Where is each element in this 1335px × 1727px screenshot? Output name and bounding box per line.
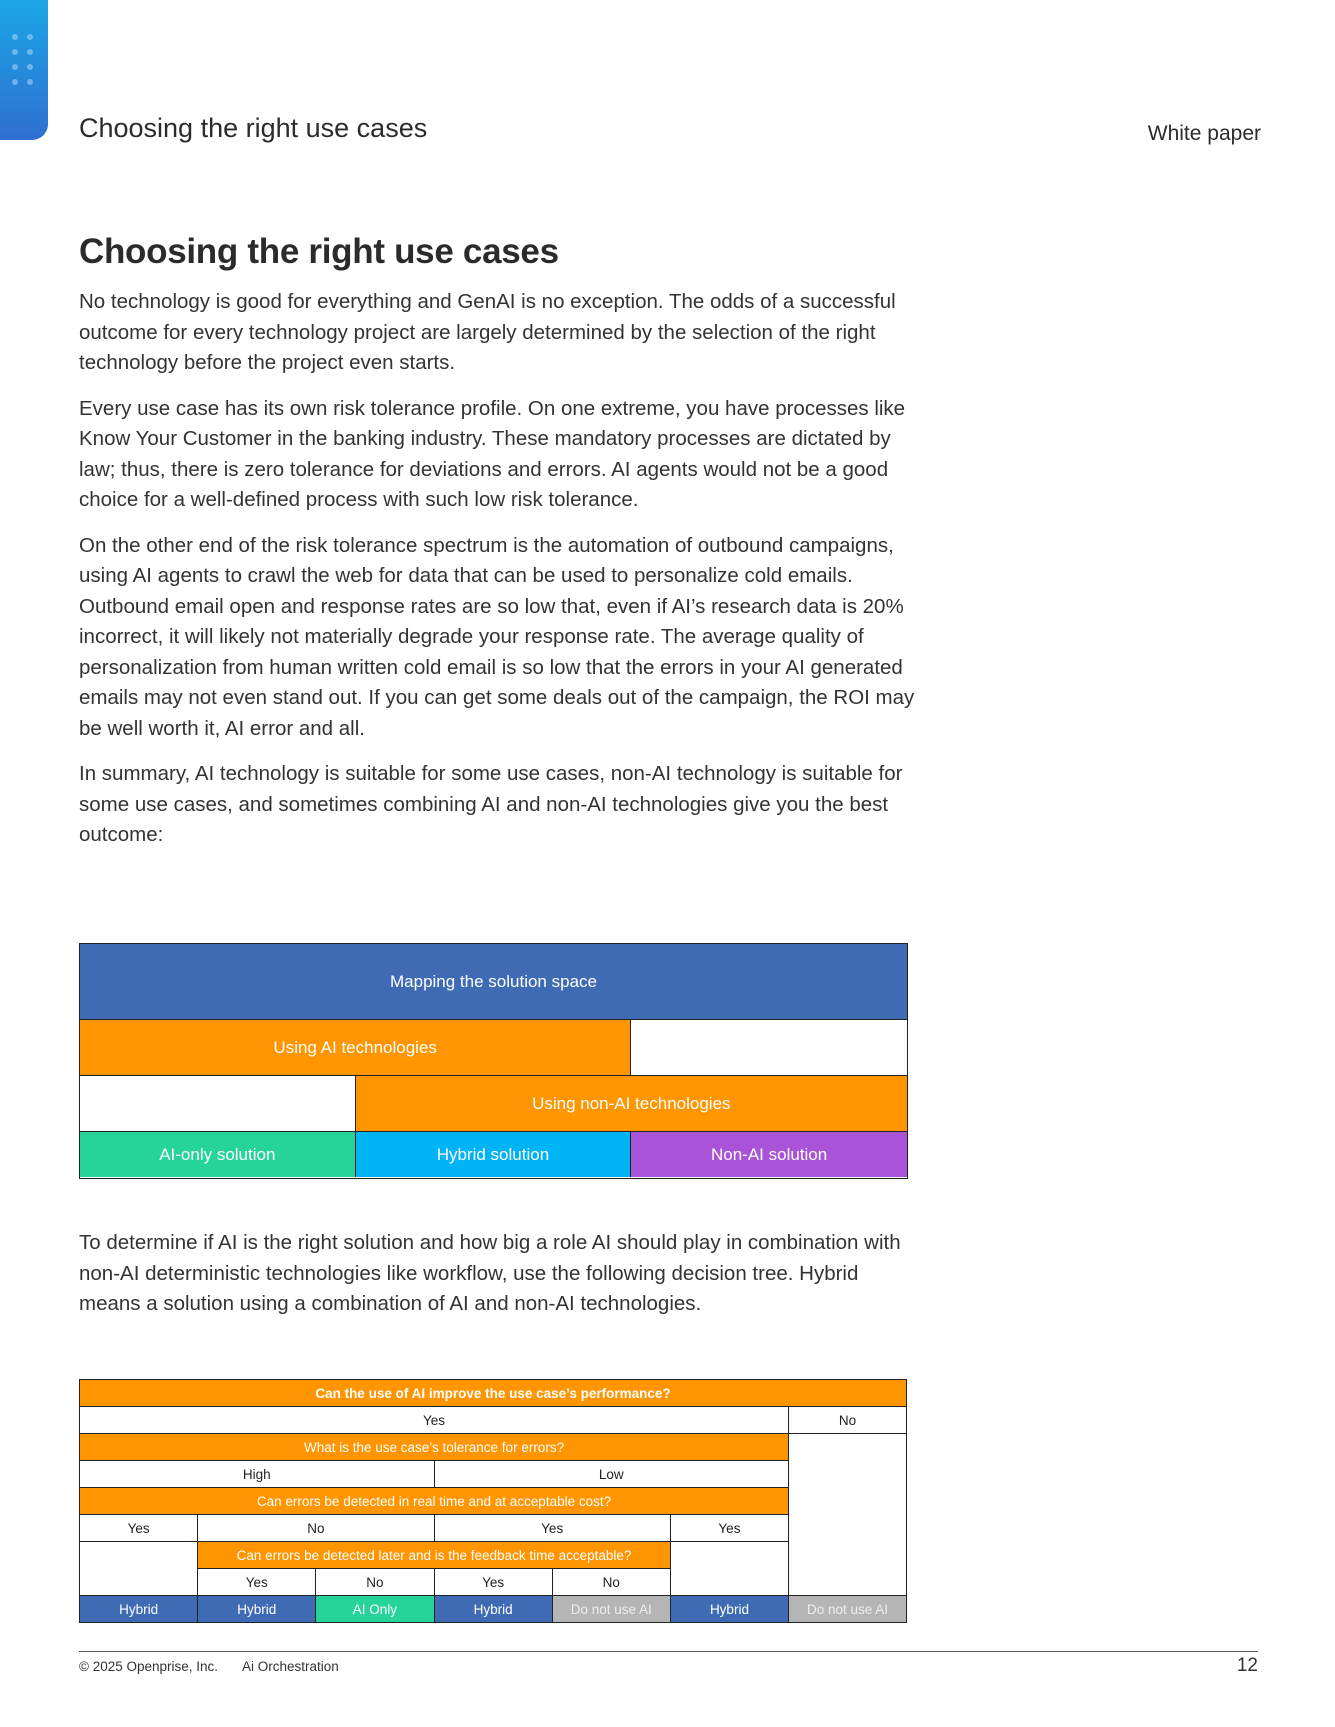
solution-space-title: Mapping the solution space [80,944,907,1019]
hybrid-cell: Hybrid solution [356,1132,632,1177]
page-number: 12 [1236,1655,1258,1676]
table-row [80,1596,907,1623]
empty-cell [670,1542,788,1596]
outcome-hybrid: Hybrid [80,1596,198,1623]
question-ai-improve: Can the use of AI improve the use case’s performance? [80,1380,907,1407]
outcome-do-not-use-ai: Do not use AI [552,1596,670,1623]
answer-cell: High [80,1461,435,1488]
paragraph-5: To determine if AI is the right solution and how big a role AI should play in combination with non-AI deterministic technologies like workflow, use the following decision tree. Hybrid means a solution using a combination of AI and non-AI technologies. [79,1231,901,1315]
table-row [80,1542,907,1569]
paragraph-2: Every use case has its own risk tolerance profile. On one extreme, you have processes like Know Your Customer in the banking industry. These mandatory processes are dictated by law; thus, there is zero tolerance for deviations and errors. AI agents would not be a good choice for a well-defined process with such low risk tolerance. [79,396,906,511]
table-row [80,1434,907,1461]
table-row [80,1515,907,1542]
footer-info [79,1659,339,1674]
answer-cell: Yes [434,1569,552,1596]
question-error-tolerance: What is the use case’s tolerance for errors? [80,1434,789,1461]
table-row [80,1380,907,1407]
footer-divider [79,1651,1258,1652]
outcome-hybrid: Hybrid [434,1596,552,1623]
dot-pattern-icon [12,34,38,85]
solution-space-table [79,943,908,1179]
question-realtime-detection: Can errors be detected in real time and at acceptable cost? [80,1488,789,1515]
answer-cell: Yes [670,1515,788,1542]
section-title: Choosing the right use cases [79,232,559,271]
paragraph-1: No technology is good for everything and GenAI is no exception. The odds of a successful outcome for every technology project are largely determined by the selection of the right technology before the project even starts. [79,290,896,374]
empty-cell [80,1076,356,1131]
using-non-ai-cell: Using non-AI technologies [356,1076,907,1131]
footer-copyright: © 2025 Openprise, Inc. [79,1659,219,1674]
empty-cell [80,1542,198,1596]
answer-cell: Yes [80,1515,198,1542]
table-row [80,1461,907,1488]
question-later-detection: Can errors be detected later and is the feedback time acceptable? [198,1542,671,1569]
intro-text [79,287,919,866]
using-ai-cell: Using AI technologies [80,1020,631,1075]
answer-cell: Yes [434,1515,670,1542]
answer-cell: No [316,1569,434,1596]
document-type-label: White paper [1147,122,1261,145]
outcome-hybrid: Hybrid [198,1596,316,1623]
answer-cell: Low [434,1461,789,1488]
running-header-title: Choosing the right use cases [79,113,428,143]
answer-cell: No [552,1569,670,1596]
paragraph-4: In summary, AI technology is suitable for some use cases, non-AI technology is suitable for some use cases, and sometimes combining AI and non-AI technologies give you the best outcome: [79,762,903,846]
outcome-ai-only: AI Only [316,1596,434,1623]
decision-tree-intro [79,1228,919,1335]
outcome-hybrid: Hybrid [670,1596,788,1623]
footer-document-name: Ai Orchestration [242,1659,339,1674]
answer-cell: Yes [198,1569,316,1596]
decision-tree-table [79,1379,907,1623]
ai-only-cell: AI-only solution [80,1132,356,1177]
table-row [80,1407,907,1434]
answer-cell: Yes [80,1407,789,1434]
paragraph-3: On the other end of the risk tolerance spectrum is the automation of outbound campaigns, using AI agents to crawl the web for data that can be used to personalize cold emails. Outbound email open and response rates are so low that, even if AI’s research data is 20% incorrect, it will likely not materially degrade your response rate. The average quality of personalization from human written cold email is so low that the errors in your AI generated emails may not even stand out. If you can get some deals out of the campaign, the ROI may be well worth it, AI error and all. [79,533,915,740]
corner-accent-tab [0,0,48,140]
empty-cell [789,1434,907,1596]
answer-cell: No [789,1407,907,1434]
table-row [80,1488,907,1515]
empty-cell [631,1020,907,1075]
outcome-do-not-use-ai: Do not use AI [789,1596,907,1623]
non-ai-cell: Non-AI solution [631,1132,907,1177]
answer-cell: No [198,1515,434,1542]
